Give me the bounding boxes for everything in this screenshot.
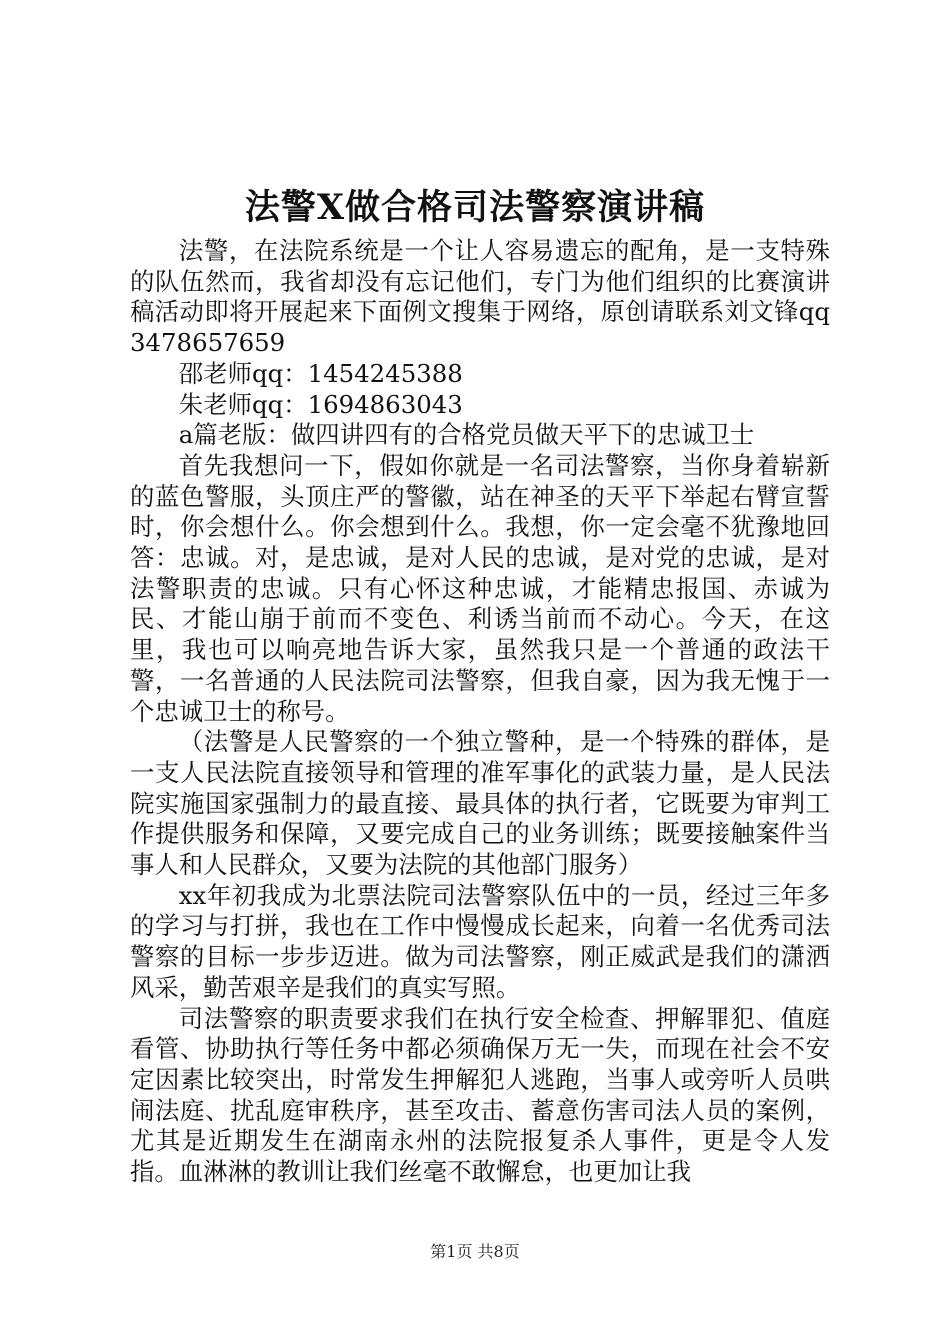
paragraph-loyalty: 首先我想问一下，假如你就是一名司法警察，当你身着崭新的蓝色警服，头顶庄严的警徽，站在神圣的天平下举起右臂宣誓时，你会想什么。你会想到什么。我想，你一定会毫不犹豫地回答：忠诚。对，是忠诚，是对人民的忠诚，是对党的忠诚，是对法警职责的忠诚。只有心怀这种忠诚，才能精忠报国、赤诚为民、才能山崩于前而不变色、利诱当前而不动心。今天，在这里，我也可以响亮地告诉大家，虽然我只是一个普通的政法干警，一名普通的人民法院司法警察，但我自豪，因为我无愧于一个忠诚卫士的称号。 bbox=[130, 450, 830, 726]
paragraph-intro: 法警，在法院系统是一个让人容易遗忘的配角，是一支特殊的队伍然而，我省却没有忘记他们，专门为他们组织的比赛演讲稿活动即将开展起来下面例文搜集于网络，原创请联系刘文锋qq3478657659 bbox=[130, 236, 830, 358]
paragraph-police-definition: （法警是人民警察的一个独立警种，是一个特殊的群体，是一支人民法院直接领导和管理的准军事化的武装力量，是人民法院实施国家强制力的最直接、最具体的执行者，它既要为审判工作提供服务和保障，又要完成自己的业务训练；既要接触案件当事人和人民群众，又要为法院的其他部门服务） bbox=[130, 727, 830, 880]
paragraph-contact-shao: 邵老师qq：1454245388 bbox=[178, 358, 463, 388]
paragraph-duties: 司法警察的职责要求我们在执行安全检查、押解罪犯、值庭看管、协助执行等任务中都必须确保万无一失，而现在社会不安定因素比较突出，时常发生押解犯人逃跑，当事人或旁听人员哄闹法庭、扰乱庭审秩序，甚至攻击、蓄意伤害司法人员的案例，尤其是近期发生在湖南永州的法院报复杀人事件，更是令人发指。血淋淋的教训让我们丝毫不敢懈怠，也更加让我 bbox=[130, 1003, 830, 1187]
document-title: 法警X做合格司法警察演讲稿 bbox=[244, 187, 706, 228]
paragraph-section-heading: a篇老版：做四讲四有的合格党员做天平下的忠诚卫士 bbox=[178, 420, 755, 450]
page-number-footer: 第1页 共8页 bbox=[430, 1242, 520, 1261]
paragraph-contact-zhu: 朱老师qq：1694863043 bbox=[178, 389, 463, 419]
document-body bbox=[130, 236, 830, 1188]
paragraph-career: xx年初我成为北票法院司法警察队伍中的一员，经过三年多的学习与打拼，我也在工作中慢慢成长起来，向着一名优秀司法警察的目标一步步迈进。做为司法警察，刚正威武是我们的潇洒风采，勤苦艰辛是我们的真实写照。 bbox=[130, 880, 830, 1002]
